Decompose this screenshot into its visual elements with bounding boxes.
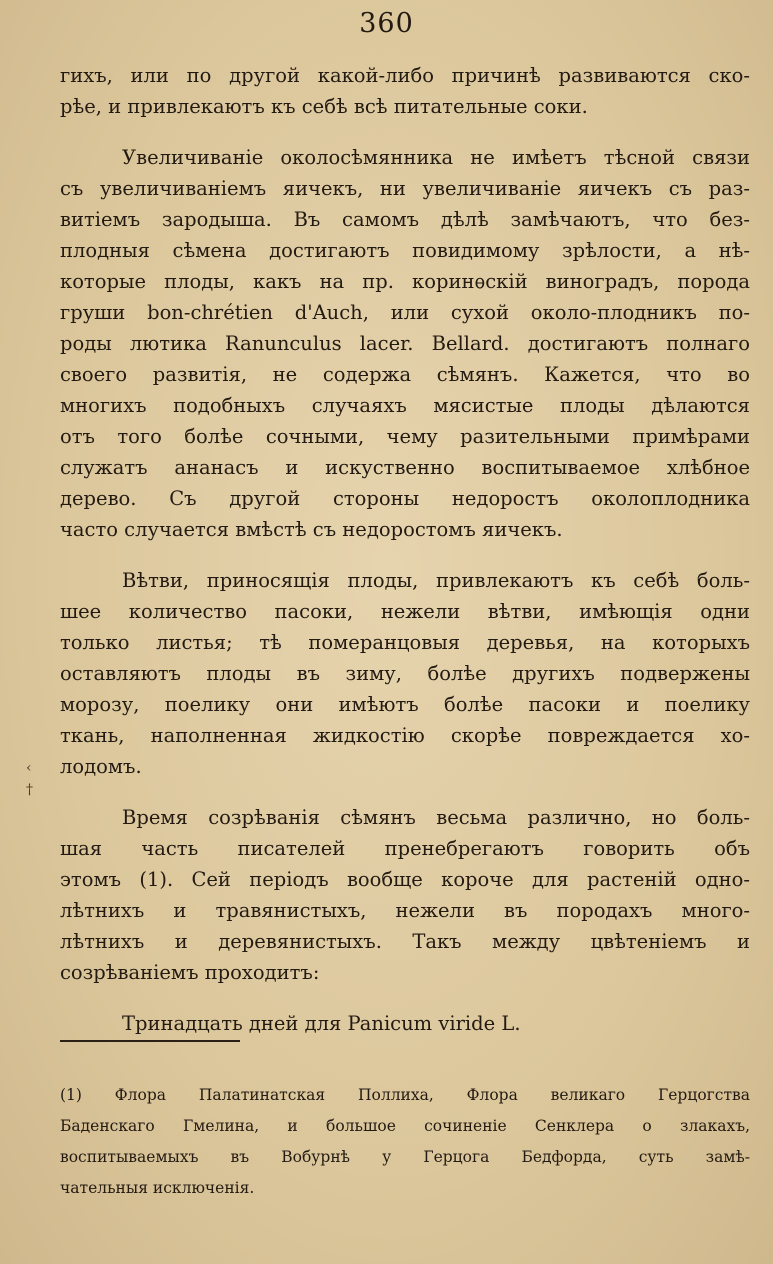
text-line: оставляютъ плоды въ зиму, болѣе другихъ подвержены [60, 662, 750, 685]
margin-mark: † [26, 782, 33, 798]
body-text [60, 60, 750, 1039]
footnote-line: чательныя исключенiя. [60, 1179, 255, 1197]
text-line: своего развитiя, не содержа сѣмянъ. Кажется, что во [60, 363, 750, 386]
text-line: плодныя сѣмена достигаютъ повидимому зрѣлости, а нѣ- [60, 239, 750, 262]
margin-mark: ‹ [26, 760, 32, 776]
text-line: Вѣтви, приносящiя плоды, привлекаютъ къ себѣ боль- [122, 569, 750, 592]
paragraph [60, 1008, 750, 1039]
text-line: шая часть писателей пренебрегаютъ говорить объ [60, 837, 750, 860]
text-line: лѣтнихъ и деревянистыхъ. Такъ между цвѣтенiемъ и [60, 930, 750, 953]
text-line: служатъ ананасъ и искуственно воспитываемое хлѣбное [60, 456, 750, 479]
footnote-divider [60, 1040, 240, 1042]
text-line: гихъ, или по другой какой-либо причинѣ развиваются ско- [60, 64, 750, 87]
footnote [60, 1080, 750, 1204]
page-number: 360 [359, 8, 414, 39]
text-line: груши bon-chrétien d'Auch, или сухой около-плодникъ по- [60, 301, 750, 324]
text-line: Время созрѣванiя сѣмянъ весьма различно, но боль- [122, 806, 750, 829]
footnote-line: (1) Флора Палатинатская Поллиха, Флора великаго Герцогства [60, 1086, 750, 1104]
text-line: шее количество пасоки, нежели вѣтви, имѣющiя одни [60, 600, 750, 623]
text-line: многихъ подобныхъ случаяхъ мясистые плоды дѣлаются [60, 394, 750, 417]
text-line: только листья; тѣ померанцовыя деревья, на которыхъ [60, 631, 750, 654]
footnote-line: воспитываемыхъ въ Вобурнѣ у Герцога Бедфорда, суть замѣ- [60, 1148, 750, 1166]
text-line: отъ того болѣе сочными, чему разительными примѣрами [60, 425, 750, 448]
text-line: лодомъ. [60, 755, 142, 778]
text-line: рѣе, и привлекаютъ къ себѣ всѣ питательные соки. [60, 95, 588, 118]
text-line: съ увеличиванiемъ яичекъ, ни увеличиванiе яичекъ съ раз- [60, 177, 750, 200]
text-line: витiемъ зародыша. Въ самомъ дѣлѣ замѣчаютъ, что без- [60, 208, 750, 231]
text-line: которые плоды, какъ на пр. коринѳскiй виноградъ, порода [60, 270, 750, 293]
paragraph [60, 802, 750, 988]
text-line: Тринадцать дней для Panicum viride L. [122, 1012, 521, 1035]
text-line: дерево. Съ другой стороны недоростъ околоплодника [60, 487, 750, 510]
paragraph [60, 565, 750, 782]
text-line: ткань, наполненная жидкостiю скорѣе повреждается хо- [60, 724, 750, 747]
paragraph [60, 60, 750, 122]
text-line: морозу, поелику они имѣютъ болѣе пасоки и поелику [60, 693, 750, 716]
text-line: роды лютика Ranunculus lacer. Bellard. достигаютъ полнаго [60, 332, 750, 355]
paragraph [60, 142, 750, 545]
footnote-line: Баденскаго Гмелина, и большое сочиненiе Сенклера о злакахъ, [60, 1117, 750, 1135]
text-line: часто случается вмѣстѣ съ недоростомъ яичекъ. [60, 518, 563, 541]
text-line: этомъ (1). Сей перiодъ вообще короче для растенiй одно- [60, 868, 750, 891]
text-line: лѣтнихъ и травянистыхъ, нежели въ породахъ много- [60, 899, 750, 922]
text-line: созрѣванiемъ проходитъ: [60, 961, 320, 984]
text-line: Увеличиванiе околосѣмянника не имѣетъ тѣсной связи [122, 146, 750, 169]
